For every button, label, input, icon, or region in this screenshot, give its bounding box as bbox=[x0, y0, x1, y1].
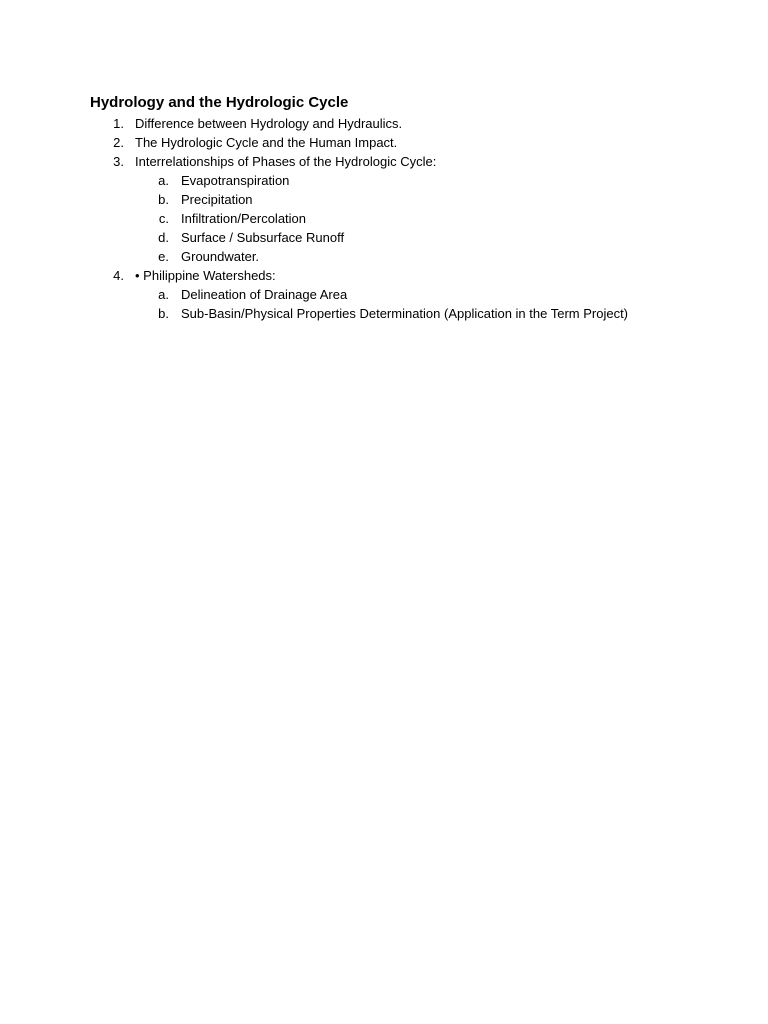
list-item-text: Interrelationships of Phases of the Hydrologic Cycle: bbox=[135, 154, 437, 169]
sub-list-marker: a. bbox=[158, 173, 169, 188]
sub-list-item bbox=[0, 247, 768, 266]
sub-list-item-text: Precipitation bbox=[181, 192, 253, 207]
sub-list-item-text: Delineation of Drainage Area bbox=[181, 287, 348, 302]
sub-list-marker: b. bbox=[158, 306, 169, 321]
sub-list-item-text: Infiltration/Percolation bbox=[181, 211, 307, 226]
sub-list-marker: b. bbox=[158, 192, 169, 207]
sub-list-item bbox=[0, 209, 768, 228]
sub-list-item-text: Sub-Basin/Physical Properties Determination (Application in the Term Project) bbox=[181, 306, 629, 321]
list-marker: 3. bbox=[113, 154, 124, 169]
list-marker: 4. bbox=[113, 268, 124, 283]
list-item-text: The Hydrologic Cycle and the Human Impact. bbox=[135, 135, 398, 150]
list-item-text: Difference between Hydrology and Hydraulics. bbox=[135, 116, 403, 131]
list-marker: 1. bbox=[113, 116, 124, 131]
sub-list-marker: d. bbox=[158, 230, 169, 245]
list-item-text: • Philippine Watersheds: bbox=[135, 268, 276, 283]
sub-list-item-text: Surface / Subsurface Runoff bbox=[181, 230, 345, 245]
outline-list bbox=[0, 114, 768, 323]
list-item bbox=[0, 152, 768, 171]
document-title: Hydrology and the Hydrologic Cycle bbox=[90, 94, 349, 111]
sub-list-marker: e. bbox=[158, 249, 169, 264]
sub-list-marker: a. bbox=[158, 287, 169, 302]
sub-list-item bbox=[0, 285, 768, 304]
sub-list-item bbox=[0, 228, 768, 247]
sub-list-item-text: Groundwater. bbox=[181, 249, 260, 264]
list-item bbox=[0, 266, 768, 285]
sub-list-item bbox=[0, 304, 768, 323]
list-item bbox=[0, 114, 768, 133]
sub-list-marker: c. bbox=[158, 211, 169, 226]
sub-list-item bbox=[0, 190, 768, 209]
sub-list-item bbox=[0, 171, 768, 190]
list-item bbox=[0, 133, 768, 152]
list-marker: 2. bbox=[113, 135, 124, 150]
sub-list-item-text: Evapotranspiration bbox=[181, 173, 290, 188]
